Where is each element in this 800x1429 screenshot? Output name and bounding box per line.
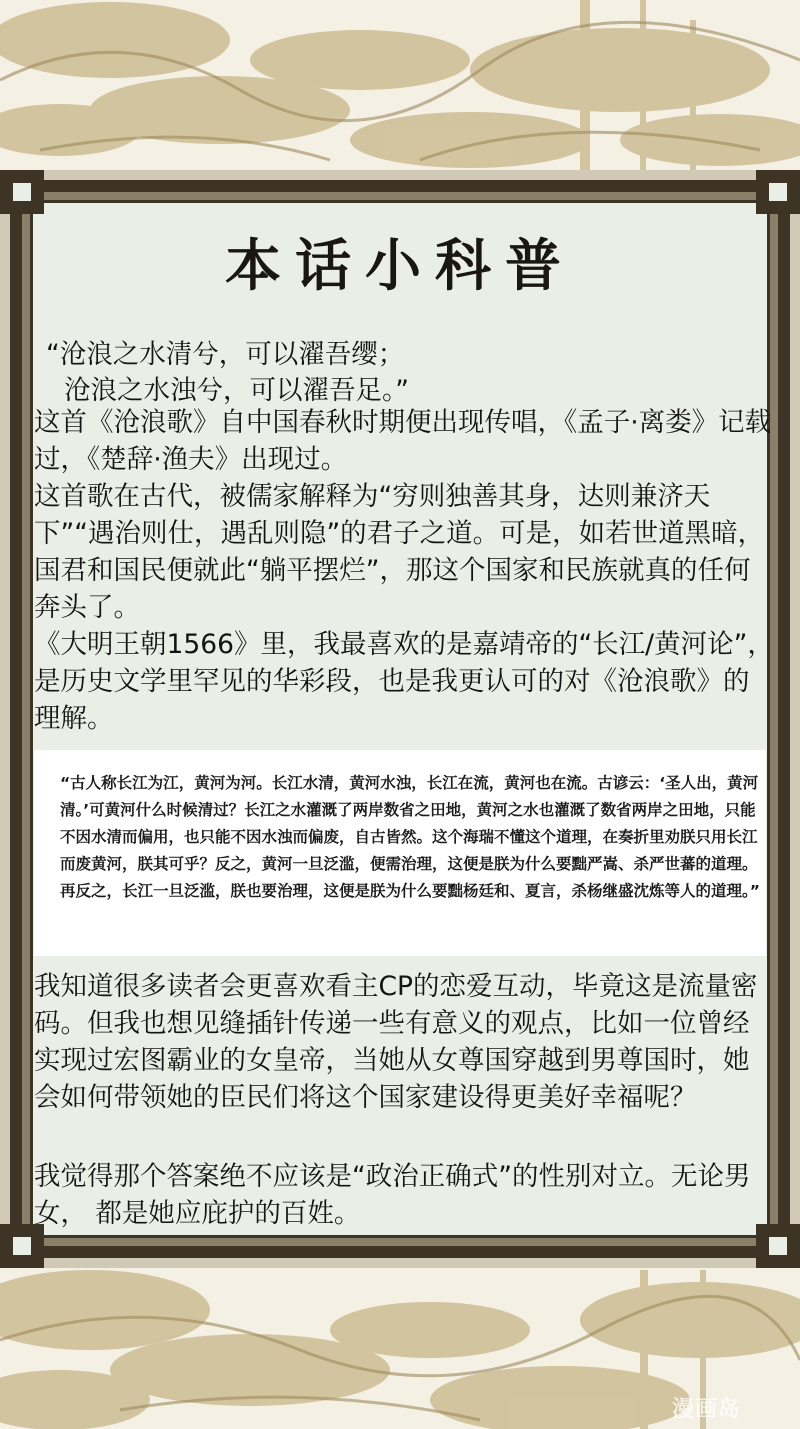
poem-line-2: 沧浪之水浊兮，可以濯吾足。” <box>64 375 409 406</box>
poem-line-1: “沧浪之水清兮，可以濯吾缨； <box>46 339 405 370</box>
watermark-logo: 漫画岛 <box>672 1397 742 1422</box>
paragraph-favorite: 《大明王朝1566》里，我最喜欢的是嘉靖帝的“长江/黄河论”，是历史文学里罕见的华彩段，也是我更认可的对《沧浪歌》的理解。 <box>34 629 774 734</box>
paragraph-intro: 这首《沧浪歌》自中国春秋时期便出现传唱，《孟子·离娄》记载过，《楚辞·渔夫》出现过。 <box>34 407 772 475</box>
paragraph-readers: 我知道很多读者会更喜欢看主CP的恋爱互动，毕竟这是流量密码。但我也想见缝插针传递一些有意义的观点，比如一位曾经实现过宏图霸业的女皇帝，当她从女尊国穿越到男尊国时，她会如何带领她的臣民们将这个国家建设得更美好幸福呢？ <box>34 971 758 1113</box>
frame-corner-top-right <box>756 170 800 214</box>
frame-corner-top-left <box>0 170 44 214</box>
page-title: 本话小科普 <box>225 233 575 299</box>
paragraph-interpretation: 这首歌在古代，被儒家解释为“穷则独善其身，达则兼济天下”“遇治则仕，遇乱则隐”的君子之道。可是，如若世道黑暗，国君和国民便就此“躺平摆烂”，那这个国家和民族就真的任何奔头了。 <box>34 481 765 623</box>
quote-text: “古人称长江为江，黄河为河。长江水清，黄河水浊，长江在流，黄河也在流。古谚云：‘圣人出，黄河清。’可黄河什么时候清过？长江之水灌溉了两岸数省之田地，黄河之水也灌溉了数省两岸之田地，只能不因水清而偏用，也只能不因水浊而偏废，自古皆然。这个海瑞不懂这个道理，在奏折里劝朕只用长江而废黄河，朕其可乎？反之，黄河一旦泛滥，便需治理，这便是朕为什么要黜严嵩、杀严世蕃的道理。再反之，长江一旦泛滥，朕也要治理，这便是朕为什么要黜杨廷和、夏言，杀杨继盛沈炼等人的道理。” <box>60 774 760 900</box>
paragraph-answer: 我觉得那个答案绝不应该是“政治正确式”的性别对立。无论男女， 都是她应庇护的百姓。 <box>34 1161 751 1229</box>
